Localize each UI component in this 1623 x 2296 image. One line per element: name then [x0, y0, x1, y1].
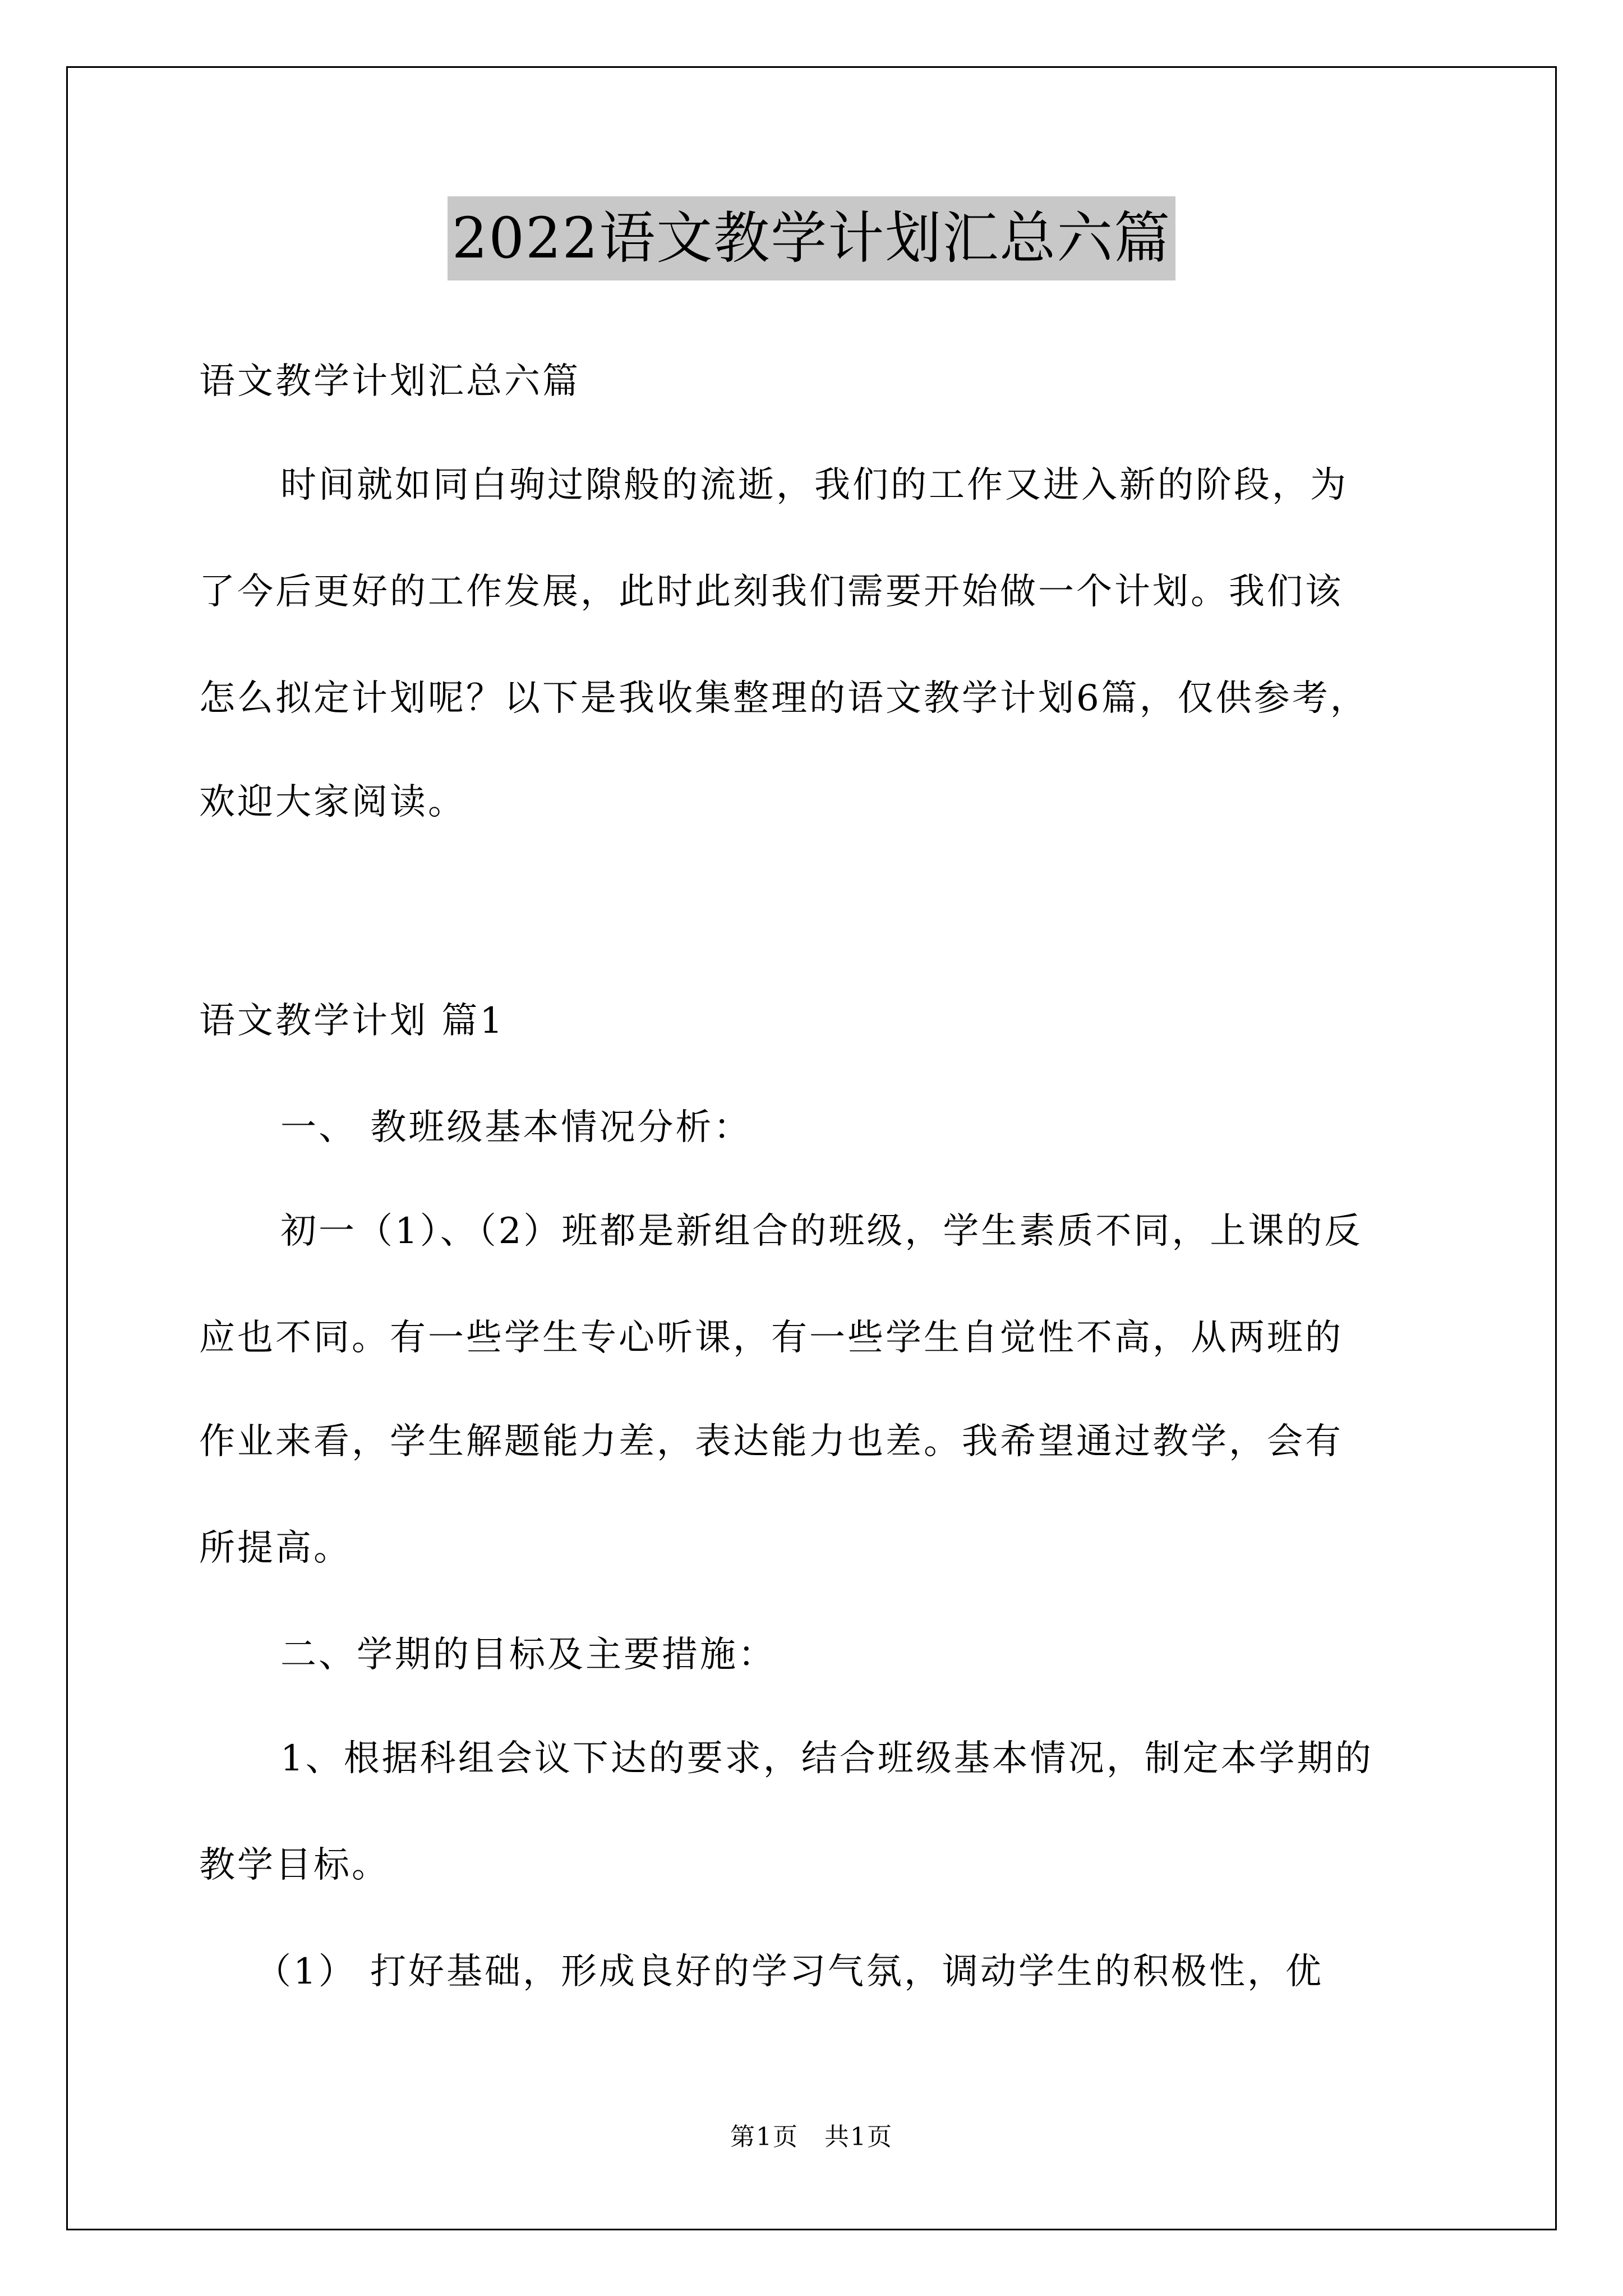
- paragraph-line: 教学目标。: [199, 1844, 390, 1886]
- paragraph-line: 作业来看，学生解题能力差，表达能力也差。我希望通过教学，会有: [199, 1421, 1343, 1462]
- page-footer: 第1页 共1页: [730, 2123, 893, 2151]
- paragraph-line: 二、学期的目标及主要措施：: [280, 1634, 776, 1676]
- paragraph-line: 了今后更好的工作发展，此时此刻我们需要开始做一个计划。我们该: [199, 571, 1343, 613]
- subtitle-line: 语文教学计划汇总六篇: [199, 361, 580, 402]
- paragraph-line: 所提高。: [199, 1527, 352, 1569]
- paragraph-line: 欢迎大家阅读。: [199, 781, 466, 823]
- paragraph-line: 一、 教班级基本情况分析：: [280, 1107, 752, 1148]
- paragraph-line: 时间就如同白驹过隙般的流逝，我们的工作又进入新的阶段，为: [280, 464, 1348, 506]
- title-area: [0, 196, 1623, 280]
- paragraph-line: 初一（1）、（2）班都是新组合的班级，学生素质不同，上课的反: [280, 1211, 1363, 1252]
- paragraph-line: 应也不同。有一些学生专心听课，有一些学生自觉性不高，从两班的: [199, 1317, 1343, 1359]
- section-heading: 语文教学计划 篇1: [199, 1000, 505, 1042]
- paragraph-line: 怎么拟定计划呢？以下是我收集整理的语文教学计划6篇，仅供参考，: [199, 678, 1368, 719]
- document-title: 2022语文教学计划汇总六篇: [448, 196, 1176, 280]
- paragraph-line: 1、根据科组会议下达的要求，结合班级基本情况，制定本学期的: [280, 1738, 1373, 1779]
- paragraph-line: （1） 打好基础，形成良好的学习气氛，调动学生的积极性，优: [255, 1951, 1324, 1993]
